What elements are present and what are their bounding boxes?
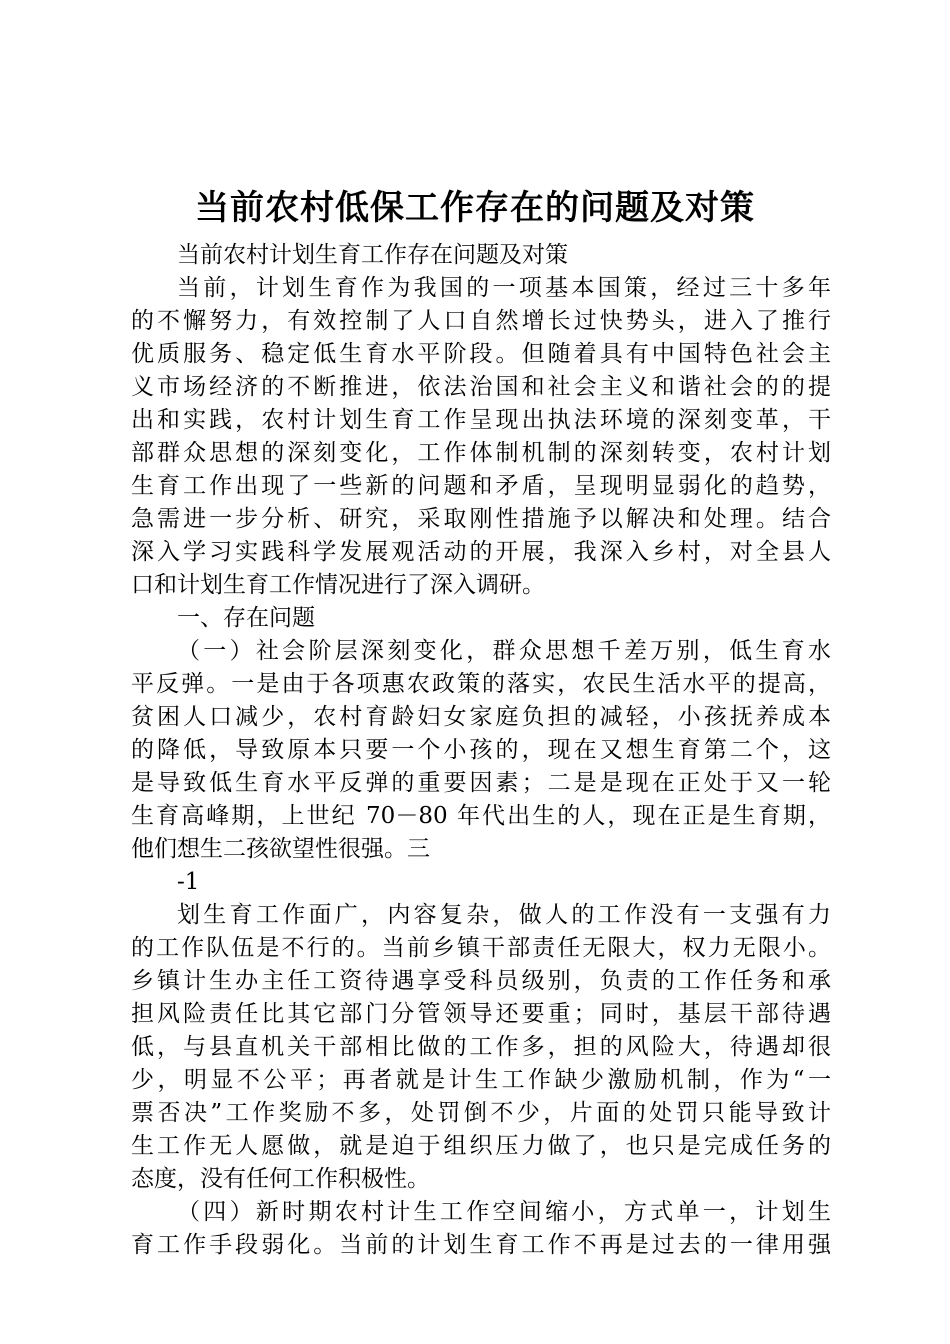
paragraph-line: 育工作手段弱化。当前的计划生育工作不再是过去的一律用强	[131, 1232, 831, 1258]
paragraph-line: 义市场经济的不断推进，依法治国和社会主义和谐社会的的提	[131, 374, 831, 400]
paragraph-line: （四）新时期农村计生工作空间缩小，方式单一，计划生	[177, 1199, 831, 1225]
paragraph-line: 口和计划生育工作情况进行了深入调研。	[131, 572, 545, 598]
page-marker: -1	[177, 869, 200, 895]
paragraph-line: 深入学习实践科学发展观活动的开展，我深入乡村，对全县人	[131, 539, 831, 565]
paragraph-line: 生育高峰期，上世纪 70－80 年代出生的人，现在正是生育期，	[131, 803, 831, 829]
subtitle-line: 当前农村计划生育工作存在问题及对策	[177, 242, 568, 268]
paragraph-line: 乡镇计生办主任工资待遇享受科员级别，负责的工作任务和承	[131, 968, 831, 994]
paragraph-line: 是导致低生育水平反弹的重要因素；二是是现在正处于又一轮	[131, 770, 831, 796]
paragraph-line: 优质服务、稳定低生育水平阶段。但随着具有中国特色社会主	[131, 341, 831, 367]
paragraph-line: 他们想生二孩欲望性很强。三	[131, 836, 430, 862]
paragraph-line: 急需进一步分析、研究，采取刚性措施予以解决和处理。结合	[131, 506, 831, 532]
paragraph-line: 当前，计划生育作为我国的一项基本国策，经过三十多年	[177, 275, 831, 301]
paragraph-line: 生育工作出现了一些新的问题和矛盾，呈现明显弱化的趋势，	[131, 473, 831, 499]
paragraph-line: 票否决”工作奖励不多，处罚倒不少，片面的处罚只能导致计	[131, 1100, 831, 1126]
paragraph-line: 部群众思想的深刻变化，工作体制机制的深刻转变，农村计划	[131, 440, 831, 466]
paragraph-line: 低，与县直机关干部相比做的工作多，担的风险大，待遇却很	[131, 1034, 831, 1060]
paragraph-line: 的工作队伍是不行的。当前乡镇干部责任无限大，权力无限小。	[131, 935, 831, 961]
paragraph-line: 出和实践，农村计划生育工作呈现出执法环境的深刻变革，干	[131, 407, 831, 433]
paragraph-line: 少，明显不公平；再者就是计生工作缺少激励机制，作为“一	[131, 1067, 831, 1093]
paragraph-line: 担风险责任比其它部门分管领导还要重；同时，基层干部待遇	[131, 1001, 831, 1027]
paragraph-line: 平反弹。一是由于各项惠农政策的落实，农民生活水平的提高，	[131, 671, 831, 697]
section-heading: 一、存在问题	[177, 605, 315, 631]
paragraph-line: 生工作无人愿做，就是迫于组织压力做了，也只是完成任务的	[131, 1133, 831, 1159]
paragraph-line: 贫困人口减少，农村育龄妇女家庭负担的减轻，小孩抚养成本	[131, 704, 831, 730]
paragraph-line: 态度，没有任何工作积极性。	[131, 1166, 430, 1192]
paragraph-line: （一）社会阶层深刻变化，群众思想千差万别，低生育水	[177, 638, 831, 664]
paragraph-line: 的降低，导致原本只要一个小孩的，现在又想生育第二个，这	[131, 737, 831, 763]
paragraph-line: 的不懈努力，有效控制了人口自然增长过快势头，进入了推行	[131, 308, 831, 334]
document-title: 当前农村低保工作存在的问题及对策	[195, 188, 755, 228]
paragraph-line: 划生育工作面广，内容复杂，做人的工作没有一支强有力	[177, 902, 831, 928]
